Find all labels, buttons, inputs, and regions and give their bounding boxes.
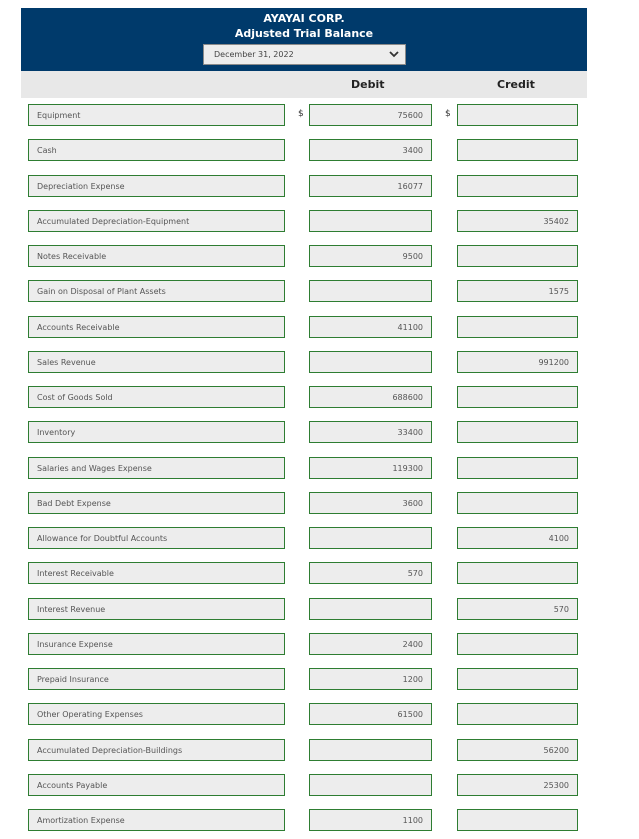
debit-field[interactable] xyxy=(309,351,432,373)
account-field[interactable]: Interest Revenue xyxy=(28,598,285,620)
table-row xyxy=(0,104,639,126)
table-row xyxy=(0,421,639,443)
account-field[interactable]: Inventory xyxy=(28,421,285,443)
debit-field[interactable] xyxy=(309,598,432,620)
account-field[interactable]: Interest Receivable xyxy=(28,562,285,584)
credit-field[interactable] xyxy=(457,104,578,126)
debit-field[interactable]: 1100 xyxy=(309,809,432,831)
debit-field[interactable]: 41100 xyxy=(309,316,432,338)
chevron-down-icon xyxy=(389,50,399,58)
account-field[interactable]: Other Operating Expenses xyxy=(28,703,285,725)
debit-field[interactable] xyxy=(309,739,432,761)
credit-field[interactable] xyxy=(457,457,578,479)
debit-currency-symbol: $ xyxy=(298,109,304,119)
report-header xyxy=(21,8,587,71)
credit-currency-symbol: $ xyxy=(445,109,451,119)
debit-field[interactable]: 3400 xyxy=(309,139,432,161)
table-row xyxy=(0,351,639,373)
table-row xyxy=(0,175,639,197)
credit-field[interactable] xyxy=(457,245,578,267)
debit-field[interactable]: 16077 xyxy=(309,175,432,197)
debit-field[interactable] xyxy=(309,774,432,796)
credit-field[interactable] xyxy=(457,633,578,655)
credit-field[interactable] xyxy=(457,386,578,408)
debit-field[interactable]: 688600 xyxy=(309,386,432,408)
table-row xyxy=(0,809,639,831)
debit-field[interactable] xyxy=(309,210,432,232)
debit-field[interactable]: 119300 xyxy=(309,457,432,479)
credit-field[interactable]: 25300 xyxy=(457,774,578,796)
account-field[interactable]: Cash xyxy=(28,139,285,161)
account-field[interactable]: Allowance for Doubtful Accounts xyxy=(28,527,285,549)
credit-field[interactable]: 4100 xyxy=(457,527,578,549)
table-row xyxy=(0,598,639,620)
table-row xyxy=(0,386,639,408)
credit-field[interactable]: 991200 xyxy=(457,351,578,373)
credit-column-header: Credit xyxy=(497,78,535,91)
table-row xyxy=(0,210,639,232)
company-name: AYAYAI CORP. xyxy=(263,12,345,25)
date-select[interactable] xyxy=(203,44,406,65)
credit-field[interactable] xyxy=(457,316,578,338)
table-row xyxy=(0,457,639,479)
account-field[interactable]: Depreciation Expense xyxy=(28,175,285,197)
debit-field[interactable] xyxy=(309,280,432,302)
credit-field[interactable]: 570 xyxy=(457,598,578,620)
credit-field[interactable] xyxy=(457,421,578,443)
account-field[interactable]: Notes Receivable xyxy=(28,245,285,267)
debit-field[interactable]: 33400 xyxy=(309,421,432,443)
table-row xyxy=(0,562,639,584)
table-row xyxy=(0,316,639,338)
debit-field[interactable]: 1200 xyxy=(309,668,432,690)
debit-field[interactable] xyxy=(309,527,432,549)
account-field[interactable]: Accumulated Depreciation-Equipment xyxy=(28,210,285,232)
account-field[interactable]: Prepaid Insurance xyxy=(28,668,285,690)
credit-field[interactable] xyxy=(457,703,578,725)
debit-field[interactable]: 61500 xyxy=(309,703,432,725)
credit-field[interactable]: 56200 xyxy=(457,739,578,761)
table-row xyxy=(0,280,639,302)
debit-field[interactable]: 9500 xyxy=(309,245,432,267)
table-row xyxy=(0,774,639,796)
account-field[interactable]: Cost of Goods Sold xyxy=(28,386,285,408)
table-row xyxy=(0,245,639,267)
table-row xyxy=(0,668,639,690)
table-row xyxy=(0,139,639,161)
account-field[interactable]: Sales Revenue xyxy=(28,351,285,373)
debit-field[interactable]: 570 xyxy=(309,562,432,584)
table-row xyxy=(0,492,639,514)
debit-field[interactable]: 75600 xyxy=(309,104,432,126)
account-field[interactable]: Insurance Expense xyxy=(28,633,285,655)
account-field[interactable]: Equipment xyxy=(28,104,285,126)
credit-field[interactable] xyxy=(457,492,578,514)
column-header-bar xyxy=(21,71,587,98)
credit-field[interactable] xyxy=(457,809,578,831)
credit-field[interactable]: 35402 xyxy=(457,210,578,232)
account-field[interactable]: Gain on Disposal of Plant Assets xyxy=(28,280,285,302)
debit-column-header: Debit xyxy=(351,78,385,91)
table-row xyxy=(0,739,639,761)
credit-field[interactable] xyxy=(457,562,578,584)
table-row xyxy=(0,633,639,655)
debit-field[interactable]: 3600 xyxy=(309,492,432,514)
account-field[interactable]: Amortization Expense xyxy=(28,809,285,831)
debit-field[interactable]: 2400 xyxy=(309,633,432,655)
account-field[interactable]: Bad Debt Expense xyxy=(28,492,285,514)
credit-field[interactable] xyxy=(457,139,578,161)
credit-field[interactable] xyxy=(457,175,578,197)
table-row xyxy=(0,703,639,725)
account-field[interactable]: Accumulated Depreciation-Buildings xyxy=(28,739,285,761)
account-field[interactable]: Salaries and Wages Expense xyxy=(28,457,285,479)
date-select-value: December 31, 2022 xyxy=(214,50,294,59)
account-field[interactable]: Accounts Receivable xyxy=(28,316,285,338)
account-field[interactable]: Accounts Payable xyxy=(28,774,285,796)
credit-field[interactable]: 1575 xyxy=(457,280,578,302)
credit-field[interactable] xyxy=(457,668,578,690)
table-row xyxy=(0,527,639,549)
report-title: Adjusted Trial Balance xyxy=(234,27,374,40)
